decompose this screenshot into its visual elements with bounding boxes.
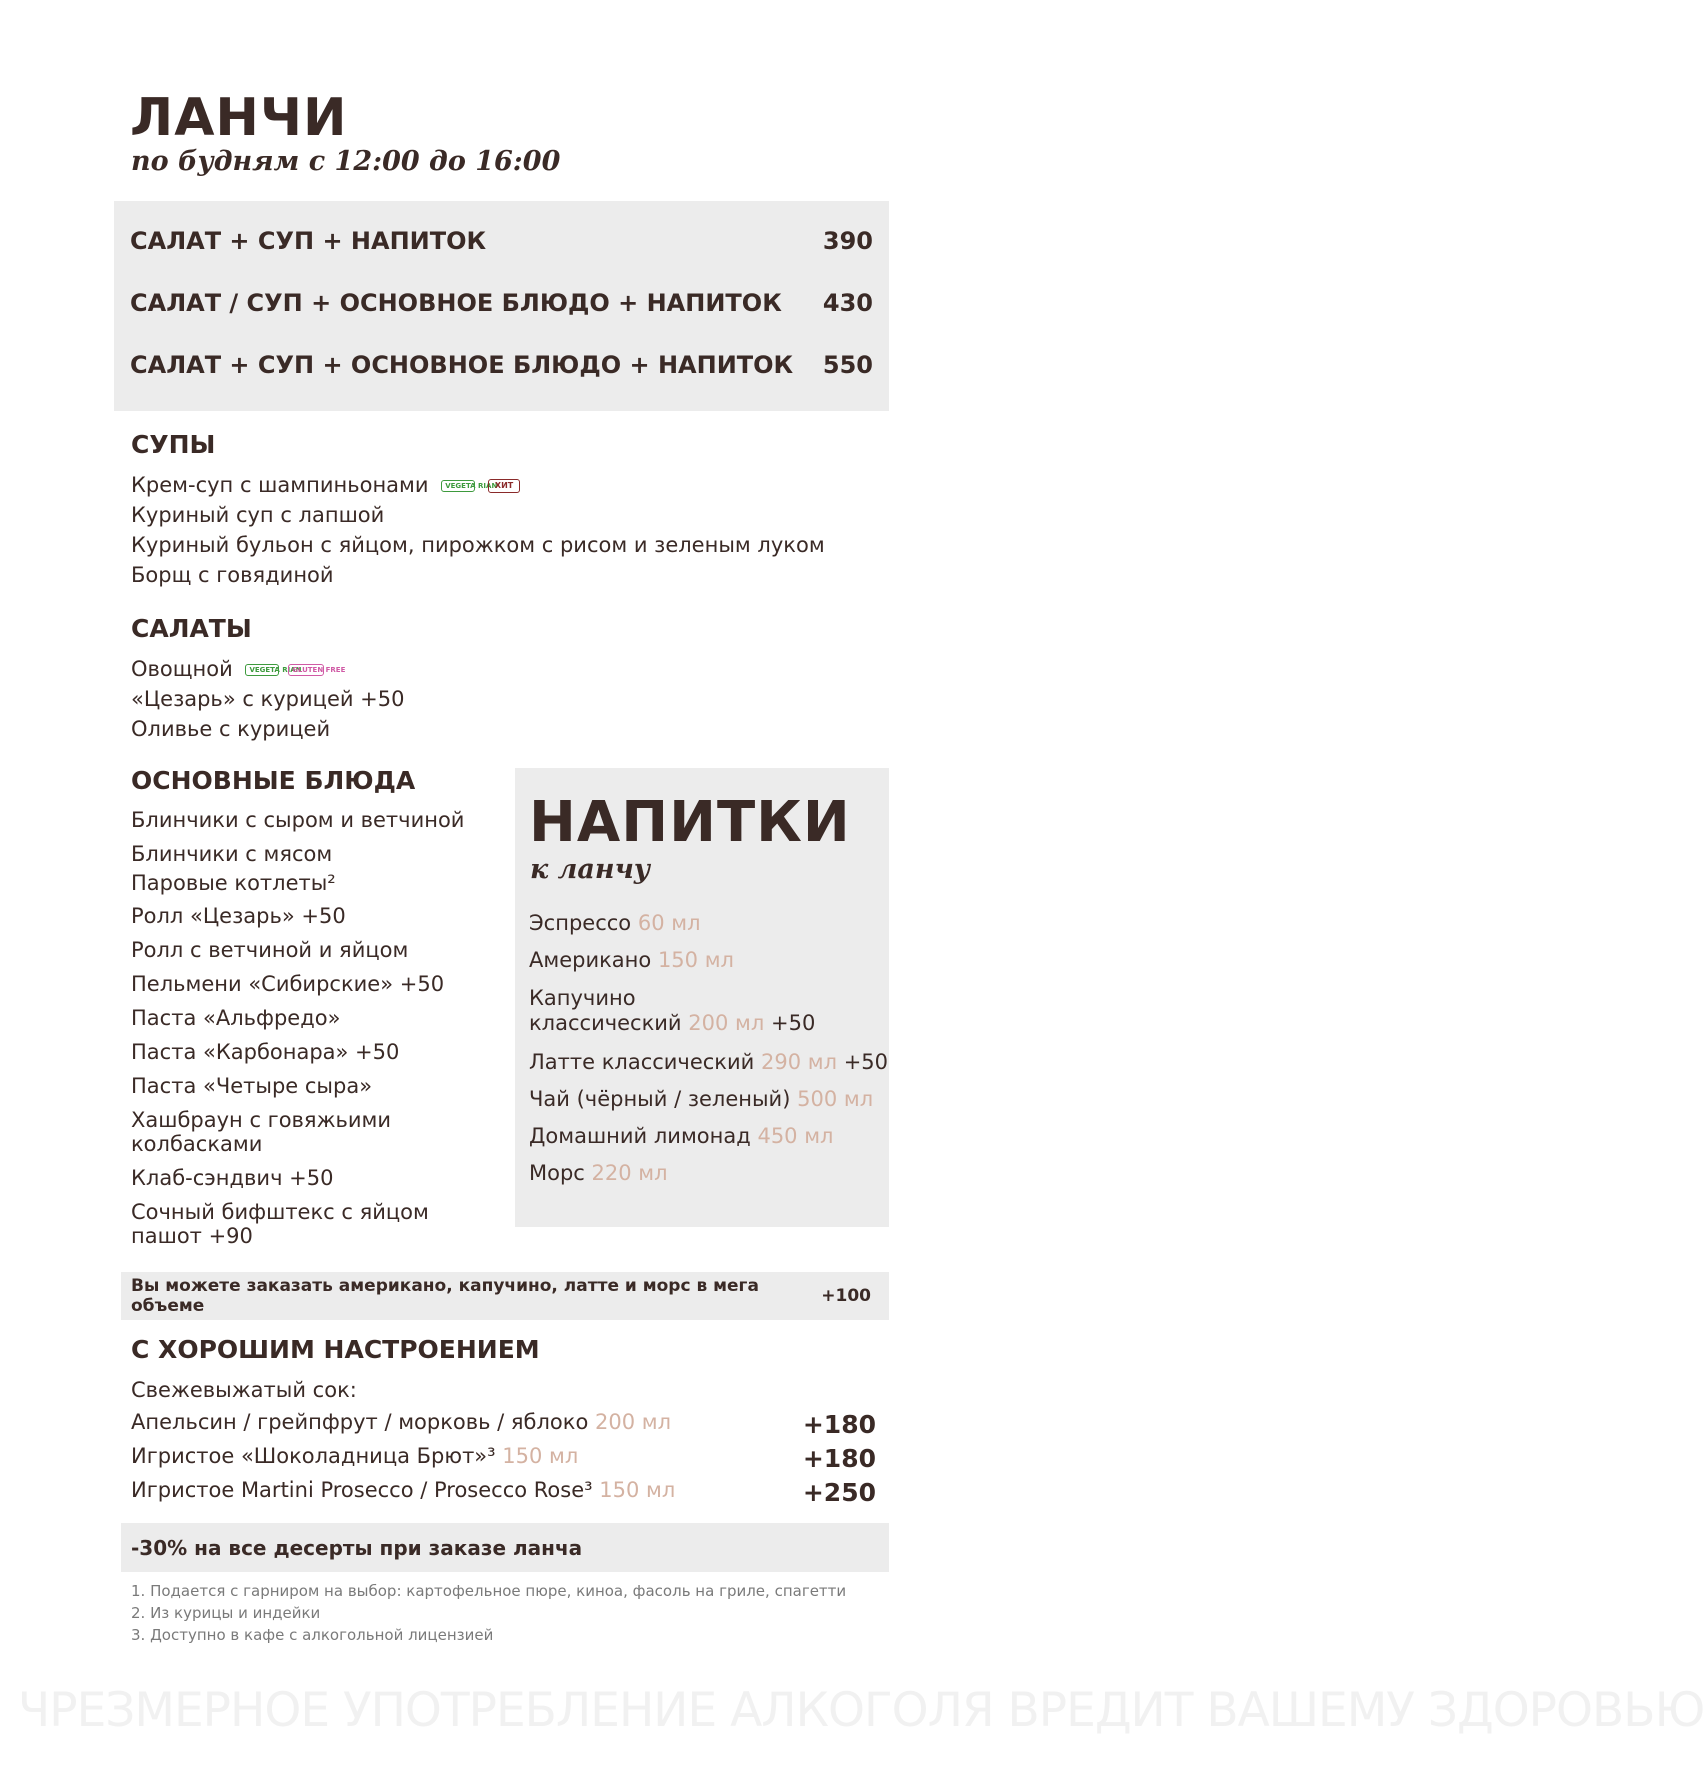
- menu-item: Куриный бульон с яйцом, пирожком с рисом и зеленым луком: [131, 533, 825, 557]
- menu-item: Паста «Альфредо»: [131, 1006, 341, 1030]
- drink-name: Капучино: [529, 986, 636, 1010]
- page-subtitle: по будням с 12:00 до 16:00: [131, 146, 561, 177]
- menu-item: Пельмени «Сибирские» +50: [131, 972, 445, 996]
- drink-volume: 500 мл: [797, 1087, 874, 1111]
- menu-item: Паста «Четыре сыра»: [131, 1074, 373, 1098]
- combo-row: [130, 227, 873, 255]
- combo-row: [130, 289, 873, 317]
- menu-item: Блинчики с сыром и ветчиной: [131, 808, 465, 832]
- menu-item: Хашбраун с говяжьими колбасками: [131, 1108, 391, 1157]
- mood-item-volume: 150 мл: [502, 1444, 579, 1468]
- combo-label: САЛАТ + СУП + ОСНОВНОЕ БЛЮДО + НАПИТОК: [130, 351, 794, 379]
- mood-item: [131, 1444, 876, 1473]
- menu-item-label: Крем-суп с шампиньонами: [131, 473, 429, 497]
- combo-price: 430: [822, 289, 873, 317]
- mood-item-name: Игристое «Шоколадница Брют»³: [131, 1444, 496, 1468]
- menu-item: Куриный суп с лапшой: [131, 503, 385, 527]
- page-title: ЛАНЧИ: [130, 88, 348, 148]
- menu-item: Паста «Карбонара» +50: [131, 1040, 400, 1064]
- drink-name-line2: классический: [529, 1011, 682, 1036]
- mood-item-price: +180: [802, 1444, 876, 1473]
- drink-item: [529, 1087, 873, 1112]
- footnote: 3. Доступно в кафе с алкогольной лицензией: [131, 1626, 494, 1644]
- combo-price: 550: [822, 351, 873, 379]
- mega-volume-price: +100: [821, 1286, 871, 1306]
- mood-item-volume: 150 мл: [599, 1478, 676, 1502]
- dessert-discount-bar: [121, 1523, 889, 1572]
- menu-item-label: Овощной: [131, 657, 233, 681]
- menu-item: [131, 657, 346, 681]
- drink-volume: 220 мл: [591, 1161, 668, 1185]
- footnote: 2. Из курицы и индейки: [131, 1604, 321, 1622]
- drink-name: Эспрессо: [529, 911, 632, 935]
- drink-item: [529, 948, 734, 973]
- soups-heading: СУПЫ: [131, 430, 216, 459]
- mood-item: [131, 1410, 876, 1439]
- drinks-subtitle: к ланчу: [530, 854, 651, 885]
- drink-volume: 450 мл: [757, 1124, 834, 1148]
- mega-volume-text: Вы можете заказать американо, капучино, латте и морс в мега объеме: [131, 1276, 759, 1316]
- menu-item: Клаб-сэндвич +50: [131, 1166, 334, 1190]
- mood-item-price: +250: [802, 1478, 876, 1507]
- combo-label: САЛАТ / СУП + ОСНОВНОЕ БЛЮДО + НАПИТОК: [130, 289, 782, 317]
- drink-extra-price: +50: [770, 1011, 816, 1036]
- menu-item: Блинчики с мясом: [131, 842, 333, 866]
- drink-item: [529, 1124, 833, 1149]
- drink-name: Латте классический: [529, 1050, 755, 1074]
- menu-item: [131, 473, 520, 497]
- mood-item: [131, 1478, 876, 1507]
- mega-volume-bar: [121, 1272, 889, 1320]
- drink-name: Чай (чёрный / зеленый): [529, 1087, 791, 1111]
- menu-item: Оливье с курицей: [131, 717, 331, 741]
- combo-price-box: [114, 201, 889, 411]
- alcohol-warning: ЧРЕЗМЕРНОЕ УПОТРЕБЛЕНИЕ АЛКОГОЛЯ ВРЕДИТ ВАШЕМУ ЗДОРОВЬЮ: [18, 1683, 1704, 1738]
- mood-heading: С ХОРОШИМ НАСТРОЕНИЕМ: [131, 1335, 540, 1364]
- drink-item: [529, 1050, 888, 1075]
- gluten-free-badge-icon: GLUTEN FREE: [288, 664, 324, 676]
- drink-item: [529, 1161, 668, 1186]
- salads-heading: САЛАТЫ: [131, 614, 252, 643]
- drink-volume: 150 мл: [657, 948, 734, 972]
- menu-item: Ролл с ветчиной и яйцом: [131, 938, 409, 962]
- mood-intro: Свежевыжатый сок:: [131, 1378, 357, 1402]
- mood-item-price: +180: [802, 1410, 876, 1439]
- mood-item-name: Апельсин / грейпфрут / морковь / яблоко: [131, 1410, 589, 1434]
- mood-item-name: Игристое Martini Prosecco / Prosecco Rose³: [131, 1478, 593, 1502]
- menu-item: Сочный бифштекс с яйцом пашот +90: [131, 1200, 429, 1249]
- footnote: 1. Подается с гарниром на выбор: картофельное пюре, киноа, фасоль на гриле, спагетти: [131, 1582, 847, 1600]
- combo-row: [130, 351, 873, 379]
- mains-heading: ОСНОВНЫЕ БЛЮДА: [131, 766, 416, 795]
- hit-badge-icon: ХИТ: [488, 479, 520, 493]
- dessert-discount-text: -30% на все десерты при заказе ланча: [131, 1535, 583, 1560]
- drink-volume: 60 мл: [637, 911, 701, 935]
- drinks-panel: [515, 768, 889, 1227]
- combo-label: САЛАТ + СУП + НАПИТОК: [130, 227, 487, 255]
- drinks-title: НАПИТКИ: [529, 790, 851, 855]
- menu-item: Ролл «Цезарь» +50: [131, 904, 346, 928]
- vegetarian-badge-icon: VEGETA RIAN: [441, 480, 475, 492]
- mood-item-volume: 200 мл: [595, 1410, 672, 1434]
- menu-item: «Цезарь» с курицей +50: [131, 687, 405, 711]
- drink-extra-price: +50: [843, 1050, 889, 1074]
- menu-item: Паровые котлеты²: [131, 871, 336, 895]
- combo-price: 390: [822, 227, 873, 255]
- drink-item: [529, 911, 701, 936]
- drink-item: [529, 986, 815, 1036]
- drink-volume: 290 мл: [760, 1050, 838, 1074]
- drink-name: Американо: [529, 948, 652, 972]
- drink-name: Домашний лимонад: [529, 1124, 751, 1148]
- drink-volume: 200 мл: [688, 1011, 765, 1036]
- menu-item: Борщ с говядиной: [131, 563, 334, 587]
- drink-name: Морс: [529, 1161, 585, 1185]
- vegetarian-badge-icon: VEGETA RIAN: [245, 664, 279, 676]
